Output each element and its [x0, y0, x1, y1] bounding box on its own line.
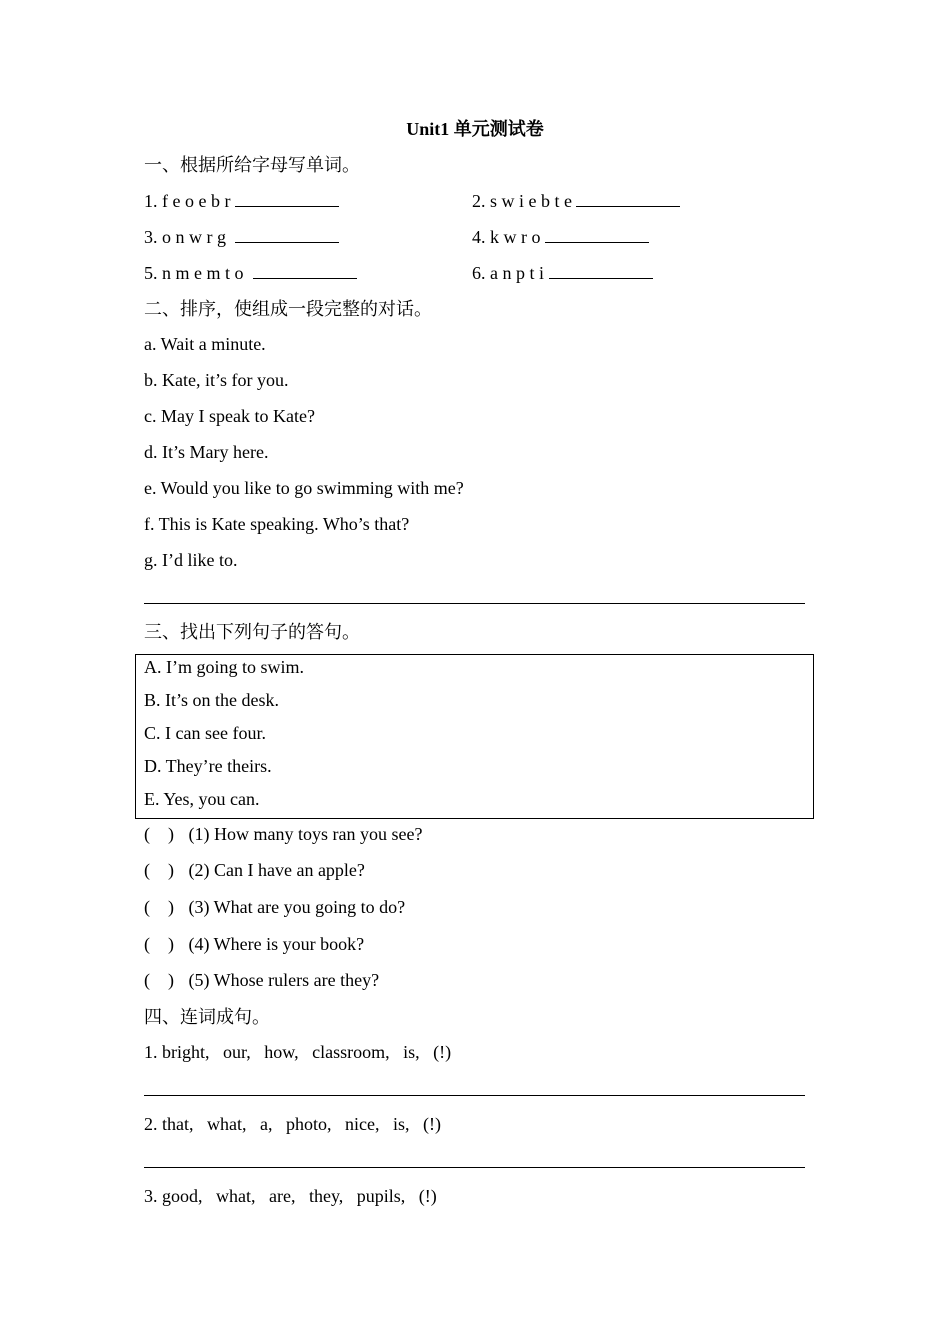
answer-blank[interactable]	[253, 262, 357, 279]
answer-paren[interactable]: ( )	[144, 970, 174, 990]
section-heading-3: 三、找出下列句子的答句。	[144, 622, 360, 642]
question-row	[144, 933, 364, 955]
question-row	[144, 823, 422, 845]
dialogue-line: f. This is Kate speaking. Who’s that?	[144, 514, 410, 534]
answer-paren[interactable]: ( )	[144, 824, 174, 844]
question-row	[144, 859, 365, 881]
scramble-label: 2. s w i e b t e	[472, 191, 572, 211]
dialogue-line: a. Wait a minute.	[144, 334, 266, 354]
scramble-item-3	[144, 226, 339, 248]
word-order-item: 3. good, what, are, they, pupils, (!)	[144, 1186, 437, 1206]
answer-line[interactable]	[144, 1167, 805, 1168]
answer-option: D. They’re theirs.	[144, 756, 272, 776]
scramble-label: 6. a n p t i	[472, 263, 544, 283]
answer-option: B. It’s on the desk.	[144, 690, 279, 710]
answer-paren[interactable]: ( )	[144, 860, 174, 880]
scramble-item-4	[472, 226, 649, 248]
answer-line[interactable]	[144, 1095, 805, 1096]
dialogue-line: e. Would you like to go swimming with me?	[144, 478, 464, 498]
dialogue-line: d. It’s Mary here.	[144, 442, 269, 462]
answer-line[interactable]	[144, 603, 805, 604]
answer-option: A. I’m going to swim.	[144, 657, 304, 677]
answer-option: E. Yes, you can.	[144, 789, 260, 809]
answer-blank[interactable]	[235, 190, 339, 207]
scramble-item-2	[472, 190, 680, 212]
dialogue-line: b. Kate, it’s for you.	[144, 370, 289, 390]
question-row	[144, 969, 379, 991]
scramble-label: 5. n m e m t o	[144, 263, 244, 283]
scramble-item-5	[144, 262, 357, 284]
answer-option: C. I can see four.	[144, 723, 266, 743]
section-heading-1: 一、根据所给字母写单词。	[144, 155, 360, 175]
question-row	[144, 896, 405, 918]
scramble-label: 4. k w r o	[472, 227, 541, 247]
answer-blank[interactable]	[576, 190, 680, 207]
answer-blank[interactable]	[545, 226, 649, 243]
word-order-item: 2. that, what, a, photo, nice, is, (!)	[144, 1114, 441, 1134]
section-heading-4: 四、连词成句。	[144, 1007, 270, 1027]
answer-blank[interactable]	[235, 226, 339, 243]
dialogue-line: g. I’d like to.	[144, 550, 238, 570]
scramble-item-1	[144, 190, 339, 212]
question-text: (2) Can I have an apple?	[188, 860, 365, 880]
answer-paren[interactable]: ( )	[144, 934, 174, 954]
dialogue-line: c. May I speak to Kate?	[144, 406, 315, 426]
scramble-label: 1. f e o e b r	[144, 191, 231, 211]
section-heading-2: 二、排序，使组成一段完整的对话。	[144, 299, 432, 319]
word-order-item: 1. bright, our, how, classroom, is, (!)	[144, 1042, 452, 1062]
answer-paren[interactable]: ( )	[144, 897, 174, 917]
question-text: (4) Where is your book?	[188, 934, 365, 954]
answer-blank[interactable]	[549, 262, 653, 279]
scramble-item-6	[472, 262, 653, 284]
question-text: (1) How many toys ran you see?	[188, 824, 423, 844]
question-text: (5) Whose rulers are they?	[188, 970, 380, 990]
page-title: Unit1 单元测试卷	[406, 119, 544, 139]
scramble-label: 3. o n w r g	[144, 227, 226, 247]
question-text: (3) What are you going to do?	[188, 897, 406, 917]
